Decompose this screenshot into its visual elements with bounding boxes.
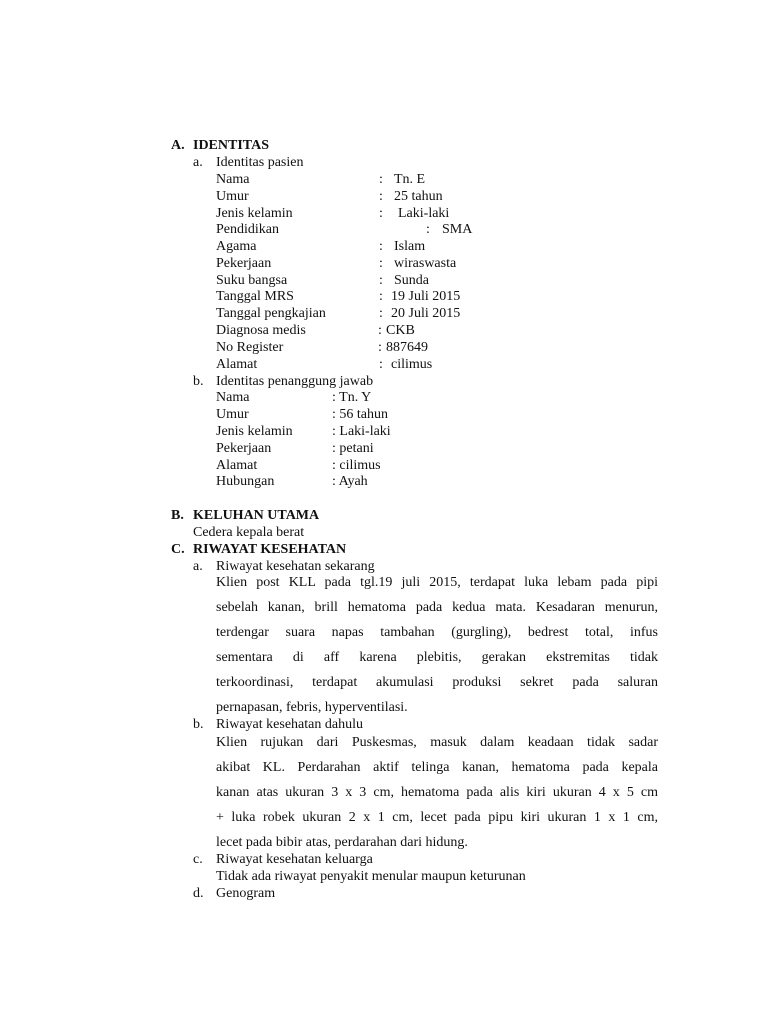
- paragraph-line: sebelah kanan, brill hematoma pada kedua mata. Kesadaran menurun,: [216, 600, 658, 615]
- patient-label: Tanggal pengkajian: [216, 306, 326, 321]
- patient-value: 20 Juli 2015: [391, 306, 461, 321]
- sub-c-c-title: Riwayat kesehatan keluarga: [216, 852, 373, 867]
- patient-sep: :: [379, 189, 383, 204]
- paragraph-line: terdengar suara napas tambahan (gurgling), bedrest total, infus: [216, 625, 658, 640]
- patient-value: Tn. E: [394, 172, 426, 187]
- sub-c-a-letter: a.: [193, 559, 203, 574]
- paragraph-line: terkoordinasi, terdapat akumulasi produksi sekret pada saluran: [216, 675, 658, 690]
- sub-c-c-letter: c.: [193, 852, 203, 867]
- guardian-label: Jenis kelamin: [216, 424, 293, 439]
- paragraph-line: pernapasan, febris, hyperventilasi.: [216, 700, 408, 715]
- patient-sep: :: [378, 340, 382, 355]
- patient-sep: :: [378, 323, 382, 338]
- guardian-label: Alamat: [216, 458, 258, 473]
- patient-sep: :: [379, 206, 383, 221]
- patient-value: Laki-laki: [398, 206, 450, 221]
- sub-c-b-title: Riwayat kesehatan dahulu: [216, 717, 363, 732]
- section-b-letter: B.: [171, 508, 184, 523]
- paragraph-line: lecet pada bibir atas, perdarahan dari hidung.: [216, 835, 468, 850]
- patient-value: CKB: [386, 323, 415, 338]
- patient-value: 19 Juli 2015: [391, 289, 461, 304]
- patient-label: Nama: [216, 172, 250, 187]
- paragraph-line: Klien rujukan dari Puskesmas, masuk dalam keadaan tidak sadar: [216, 735, 658, 750]
- patient-sep: :: [379, 306, 383, 321]
- patient-label: Agama: [216, 239, 257, 254]
- section-c-letter: C.: [171, 542, 185, 557]
- patient-label: Suku bangsa: [216, 273, 288, 288]
- section-a-title: IDENTITAS: [193, 138, 269, 153]
- patient-value: cilimus: [391, 357, 433, 372]
- sub-b-title: Identitas penanggung jawab: [216, 374, 374, 389]
- guardian-value: : cilimus: [332, 458, 381, 473]
- patient-sep: :: [379, 256, 383, 271]
- guardian-label: Nama: [216, 390, 250, 405]
- guardian-value: : Tn. Y: [332, 390, 372, 405]
- section-a-letter: A.: [171, 138, 185, 153]
- patient-label: Pekerjaan: [216, 256, 272, 271]
- patient-sep: :: [379, 172, 383, 187]
- sub-c-c-text: Tidak ada riwayat penyakit menular maupun keturunan: [216, 869, 526, 884]
- patient-label: Diagnosa medis: [216, 323, 306, 338]
- patient-value: SMA: [442, 222, 473, 237]
- guardian-label: Umur: [216, 407, 249, 422]
- guardian-value: : petani: [332, 441, 374, 456]
- section-c-title: RIWAYAT KESEHATAN: [193, 542, 347, 557]
- patient-value: wiraswasta: [394, 256, 457, 271]
- patient-label: Jenis kelamin: [216, 206, 293, 221]
- paragraph-line: + luka robek ukuran 2 x 1 cm, lecet pada pipu kiri ukuran 1 x 1 cm,: [216, 810, 658, 825]
- section-b-text: Cedera kepala berat: [193, 525, 305, 540]
- patient-label: Pendidikan: [216, 222, 279, 237]
- paragraph-line: akibat KL. Perdarahan aktif telinga kanan, hematoma pada kepala: [216, 760, 658, 775]
- patient-label: Tanggal MRS: [216, 289, 294, 304]
- patient-label: Umur: [216, 189, 249, 204]
- patient-label: Alamat: [216, 357, 258, 372]
- sub-c-b-letter: b.: [193, 717, 204, 732]
- patient-label: No Register: [216, 340, 284, 355]
- sub-a-title: Identitas pasien: [216, 155, 304, 170]
- paragraph-line: kanan atas ukuran 3 x 3 cm, hematoma pada alis kiri ukuran 4 x 5 cm: [216, 785, 658, 800]
- guardian-value: : 56 tahun: [332, 407, 388, 422]
- sub-c-d-letter: d.: [193, 886, 204, 901]
- paragraph-line: sementara di aff karena plebitis, gerakan ekstremitas tidak: [216, 650, 658, 665]
- patient-value: Sunda: [394, 273, 429, 288]
- section-b-title: KELUHAN UTAMA: [193, 508, 320, 523]
- guardian-value: : Laki-laki: [332, 424, 391, 439]
- patient-sep: :: [426, 222, 430, 237]
- sub-a-letter: a.: [193, 155, 203, 170]
- sub-b-letter: b.: [193, 374, 204, 389]
- patient-sep: :: [379, 357, 383, 372]
- patient-sep: :: [379, 239, 383, 254]
- patient-value: 887649: [386, 340, 428, 355]
- patient-sep: :: [379, 289, 383, 304]
- sub-c-a-title: Riwayat kesehatan sekarang: [216, 559, 375, 574]
- patient-value: 25 tahun: [394, 189, 443, 204]
- guardian-value: : Ayah: [332, 474, 368, 489]
- paragraph-line: Klien post KLL pada tgl.19 juli 2015, terdapat luka lebam pada pipi: [216, 575, 658, 590]
- guardian-label: Pekerjaan: [216, 441, 272, 456]
- patient-value: Islam: [394, 239, 426, 254]
- sub-c-d-title: Genogram: [216, 886, 276, 901]
- patient-sep: :: [379, 273, 383, 288]
- guardian-label: Hubungan: [216, 474, 275, 489]
